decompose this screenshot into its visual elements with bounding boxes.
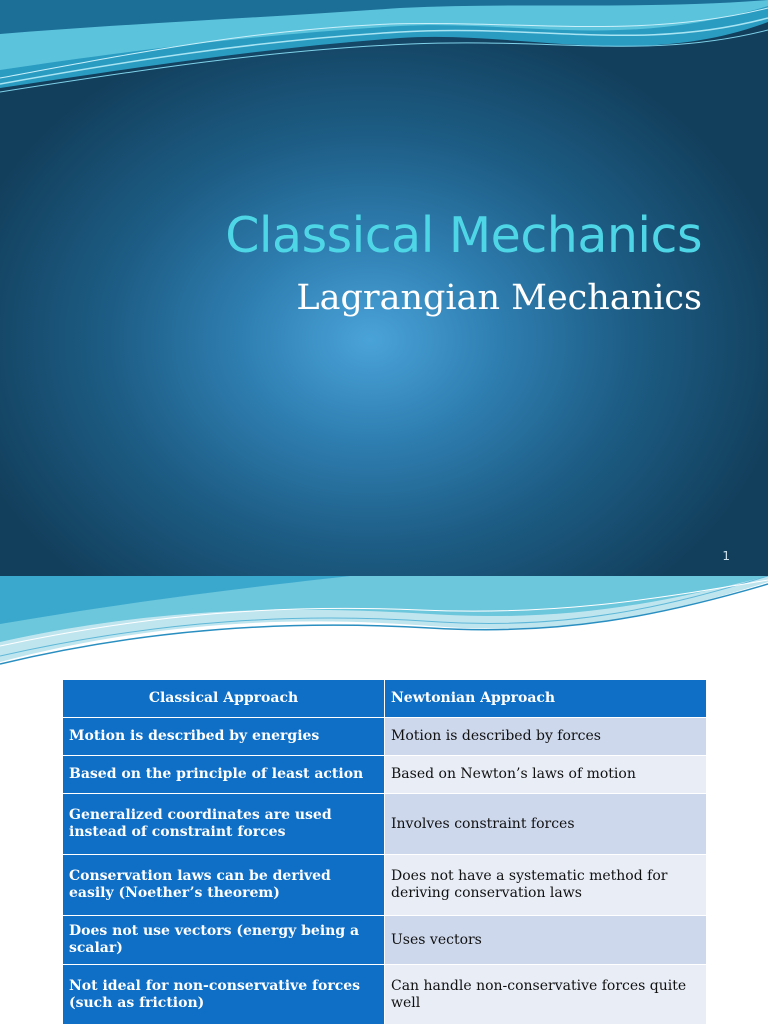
newtonian-cell: Does not have a systematic method for deriving conservation laws <box>385 855 707 916</box>
table-row <box>63 794 707 855</box>
slide-title: Classical Mechanics <box>225 207 702 264</box>
classical-cell: Conservation laws can be derived easily (Noether’s theorem) <box>63 855 385 916</box>
table-row <box>63 965 707 1024</box>
classical-cell: Generalized coordinates are used instead of constraint forces <box>63 794 385 855</box>
table-row <box>63 718 707 756</box>
slide-subtitle: Lagrangian Mechanics <box>296 278 702 318</box>
newtonian-cell: Involves constraint forces <box>385 794 707 855</box>
slide-number: 1 <box>722 549 730 563</box>
comparison-table <box>62 679 707 1024</box>
classical-cell: Does not use vectors (energy being a scalar) <box>63 916 385 965</box>
newtonian-cell: Based on Newton’s laws of motion <box>385 756 707 794</box>
wave-decoration <box>0 576 768 676</box>
classical-cell: Motion is described by energies <box>63 718 385 756</box>
newtonian-cell: Uses vectors <box>385 916 707 965</box>
classical-cell: Based on the principle of least action <box>63 756 385 794</box>
table-row <box>63 855 707 916</box>
newtonian-cell: Motion is described by forces <box>385 718 707 756</box>
classical-cell: Not ideal for non-conservative forces (such as friction) <box>63 965 385 1024</box>
comparison-slide <box>0 576 768 1024</box>
header-classical: Classical Approach <box>63 680 385 718</box>
header-newtonian: Newtonian Approach <box>385 680 707 718</box>
newtonian-cell: Can handle non-conservative forces quite well <box>385 965 707 1024</box>
table-row <box>63 916 707 965</box>
table-row <box>63 756 707 794</box>
